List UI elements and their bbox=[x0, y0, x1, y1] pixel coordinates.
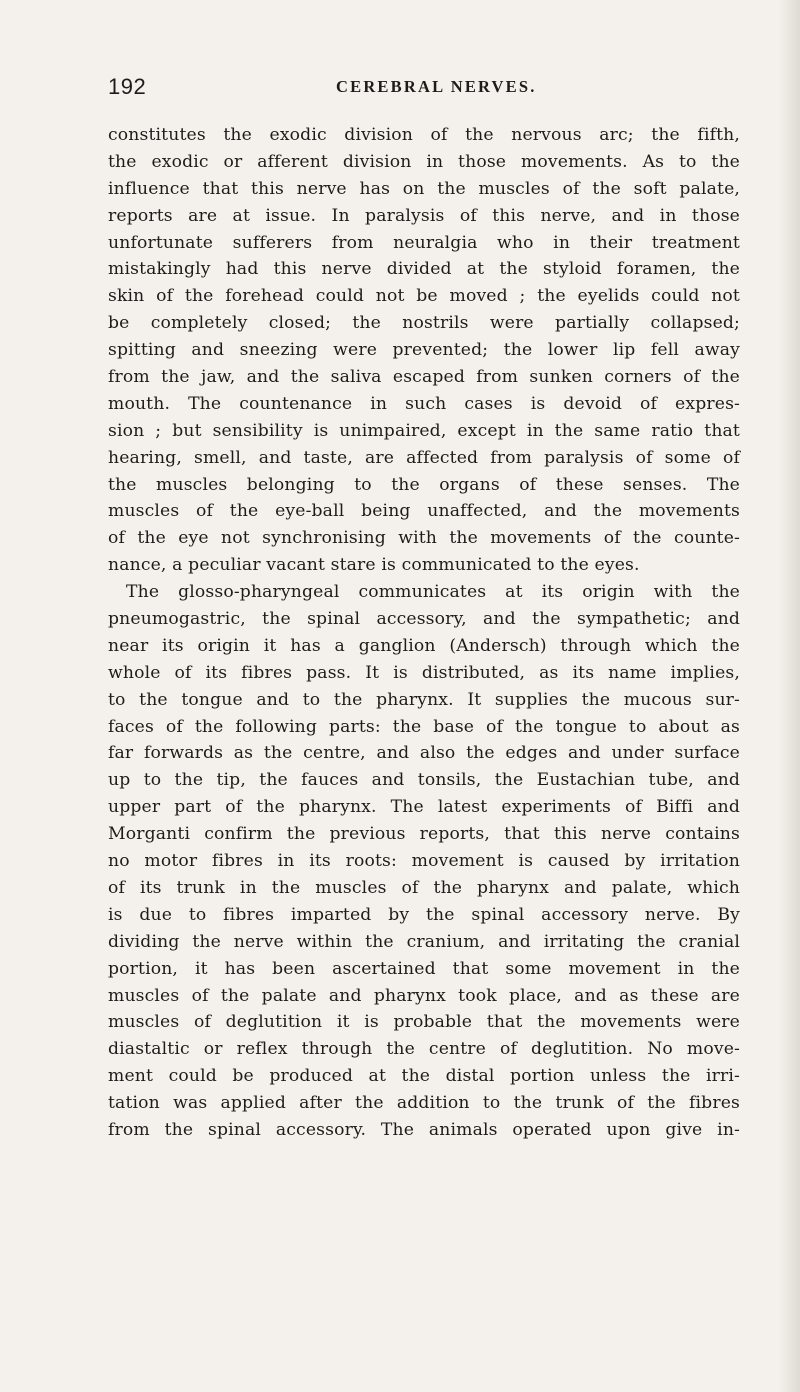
text-line: the muscles belonging to the organs of these senses. The bbox=[108, 474, 740, 495]
text-line: mistakingly had this nerve divided at the styloid foramen, the bbox=[108, 259, 740, 280]
text-line: nance, a peculiar vacant stare is communicated to the eyes. bbox=[108, 555, 640, 576]
text-line: upper part of the pharynx. The latest experiments of Biffi and bbox=[108, 797, 740, 818]
text-line: whole of its fibres pass. It is distributed, as its name implies, bbox=[108, 662, 740, 683]
text-line: hearing, smell, and taste, are affected from paralysis of some of bbox=[108, 447, 740, 468]
page-header bbox=[108, 74, 738, 104]
running-head: CEREBRAL NERVES. bbox=[336, 77, 537, 96]
text-line: spitting and sneezing were prevented; the lower lip fell away bbox=[108, 340, 740, 361]
text-line: up to the tip, the fauces and tonsils, the Eustachian tube, and bbox=[108, 770, 740, 791]
text-line: muscles of deglutition it is probable that the movements were bbox=[108, 1012, 740, 1033]
text-line: portion, it has been ascertained that some movement in the bbox=[108, 958, 740, 979]
text-line: faces of the following parts: the base of the tongue to about as bbox=[108, 716, 740, 737]
text-line: be completely closed; the nostrils were partially collapsed; bbox=[108, 313, 740, 334]
text-line: of its trunk in the muscles of the pharynx and palate, which bbox=[108, 877, 740, 898]
text-line: the exodic or afferent division in those movements. As to the bbox=[108, 151, 740, 172]
page-number: 192 bbox=[108, 74, 147, 99]
text-line: The glosso-pharyngeal communicates at its origin with the bbox=[126, 582, 740, 603]
text-line: dividing the nerve within the cranium, and irritating the cranial bbox=[108, 931, 740, 952]
text-line: tation was applied after the addition to the trunk of the fibres bbox=[108, 1093, 740, 1114]
text-line: muscles of the eye-ball being unaffected, and the movements bbox=[108, 501, 740, 522]
text-line: influence that this nerve has on the muscles of the soft palate, bbox=[108, 178, 740, 199]
text-line: skin of the forehead could not be moved ; the eyelids could not bbox=[108, 286, 740, 307]
text-line: near its origin it has a ganglion (Andersch) through which the bbox=[108, 635, 740, 656]
text-line: pneumogastric, the spinal accessory, and the sympathetic; and bbox=[108, 609, 740, 630]
text-line: from the spinal accessory. The animals operated upon give in- bbox=[108, 1119, 740, 1140]
text-line: Morganti confirm the previous reports, that this nerve contains bbox=[108, 824, 740, 845]
text-line: constitutes the exodic division of the nervous arc; the fifth, bbox=[108, 125, 740, 145]
text-line: reports are at issue. In paralysis of this nerve, and in those bbox=[108, 205, 740, 226]
body-text bbox=[108, 122, 740, 1144]
text-line: from the jaw, and the saliva escaped from sunken corners of the bbox=[108, 367, 740, 388]
text-line: no motor fibres in its roots: movement is caused by irritation bbox=[108, 851, 740, 872]
text-line: of the eye not synchronising with the movements of the counte- bbox=[108, 528, 740, 549]
page-edge-shadow bbox=[778, 0, 800, 1392]
text-line: muscles of the palate and pharynx took place, and as these are bbox=[108, 985, 740, 1006]
text-line: sion ; but sensibility is unimpaired, except in the same ratio that bbox=[108, 420, 740, 441]
text-line: far forwards as the centre, and also the edges and under surface bbox=[108, 743, 740, 764]
text-line: to the tongue and to the pharynx. It supplies the mucous sur- bbox=[108, 689, 740, 710]
text-line: is due to fibres imparted by the spinal accessory nerve. By bbox=[108, 904, 740, 925]
text-line: mouth. The countenance in such cases is devoid of expres- bbox=[108, 393, 740, 414]
text-line: ment could be produced at the distal portion unless the irri- bbox=[108, 1066, 740, 1087]
text-line: diastaltic or reflex through the centre of deglutition. No move- bbox=[108, 1039, 740, 1060]
text-line: unfortunate sufferers from neuralgia who in their treatment bbox=[108, 232, 740, 253]
